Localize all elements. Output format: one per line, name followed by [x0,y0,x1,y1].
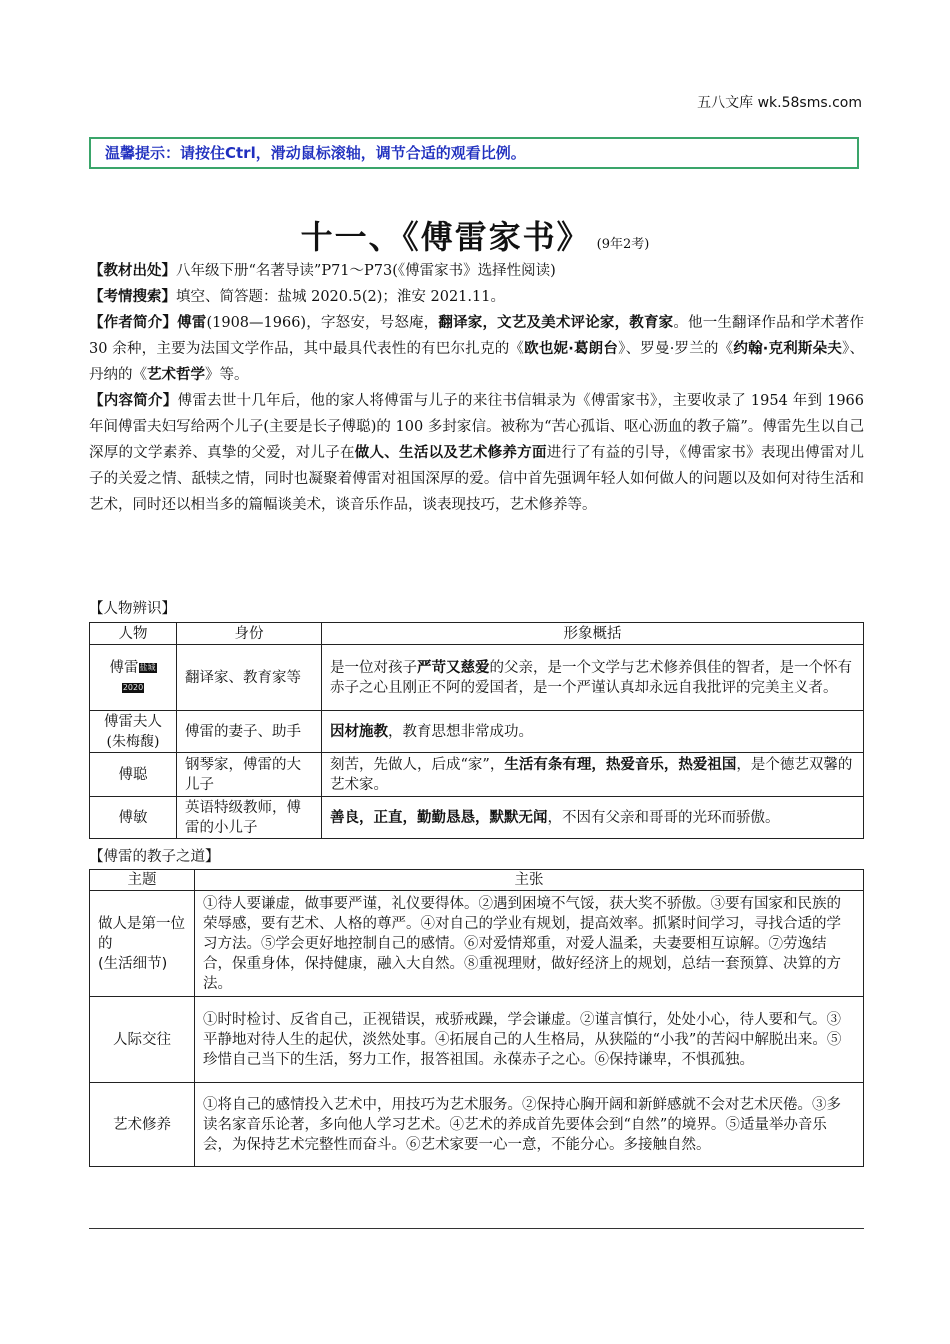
teaching-heading: 【傅雷的教子之道】 [89,849,220,865]
site-watermark: 五八文库 wk.58sms.com [697,95,862,111]
table-row [90,711,864,753]
character-name [90,645,177,711]
author-text: 》、丹纳的《 [89,341,865,383]
content-para [89,388,864,518]
topic-cell: 艺术修养 [90,1083,195,1167]
desc-highlight: 生活有条有理，热爱音乐，热爱祖国 [504,756,737,773]
table-row [90,797,864,839]
desc-highlight: 因材施教 [330,723,388,740]
desc-highlight: 善良，正直，勤勤恳恳，默默无闻 [330,809,548,826]
author-name: 傅雷 [177,315,207,331]
table-row [90,753,864,797]
character-name [90,711,177,753]
topic-sub: (生活细节) [98,955,168,972]
exam-text: 填空、简答题：盐城 2020.5(2)；淮安 2021.11。 [176,289,505,305]
table-header-row [90,623,864,645]
exam-line [89,284,864,310]
character-desc [322,753,864,797]
teaching-table [89,869,864,1167]
tip-box: 温馨提示：请按住Ctrl，滑动鼠标滚轴，调节合适的观看比例。 [89,137,859,169]
content-label: 【内容简介】 [89,393,178,409]
table-row [90,645,864,711]
col-header: 主题 [90,870,195,891]
name-text: 傅雷 [109,659,139,676]
character-name: 傅敏 [90,797,177,839]
exam-label: 【考情搜索】 [89,289,176,305]
stamp-mark: 2020 [122,682,144,692]
content-text: 进行了有益的引导，《傅雷家书》表现出傅雷对儿子的关爱之情、舐犊之情，同时也凝聚着傅雷对祖国深厚的爱。信中首先强调年轻人如何做人的问题以及如何对待生活和艺术，同时还以相当多的篇幅谈美术，谈音乐作品，谈表现技巧，艺术修养等。 [89,445,865,513]
table-row [90,1083,864,1167]
author-text: (1908—1966)，字怒安，号怒庵， [206,315,439,331]
desc-text: 是一位对孩子 [330,659,417,676]
name-text: 傅雷夫人 [104,713,162,730]
col-header: 形象概括 [322,623,864,645]
col-header: 主张 [195,870,864,891]
source-line [89,258,864,284]
character-identity: 翻译家、教育家等 [177,645,322,711]
work-title: 艺术哲学 [147,367,205,383]
topic-cell [90,891,195,997]
principle-cell: ①待人要谦虚，做事要严谨，礼仪要得体。②遇到困境不气馁，获大奖不骄傲。③要有国家和民族的荣辱感，要有艺术、人格的尊严。④对自己的学业有规划，提高效率。抓紧时间学习，寻找合适的学习方法。⑤学会更好地控制自己的感情。⑥对爱情郑重，对爱人温柔，夫妻要相互谅解。⑦劳逸结合，保重身体，保持健康，融入大自然。⑧重视理财，做好经济上的规划，总结一套预算、决算的方法。 [195,891,864,997]
author-label: 【作者简介】 [89,315,178,331]
character-name: 傅聪 [90,753,177,797]
desc-text: 刻苦，先做人，后成“家”， [330,756,505,773]
title-main: 十一、《傅雷家书》 [300,218,591,256]
col-header: 人物 [90,623,177,645]
topic-cell: 人际交往 [90,997,195,1083]
desc-text: ，教育思想非常成功。 [388,723,533,740]
desc-text: ，是个德艺双馨的艺术家。 [330,756,853,793]
characters-table [89,622,864,839]
work-title: 约翰·克利斯朵夫 [733,341,843,357]
character-desc [322,645,864,711]
bottom-divider [89,1228,864,1229]
author-roles: 翻译家，文艺及美术评论家，教育家 [438,315,674,331]
author-text: 》等。 [205,367,249,383]
character-identity: 钢琴家，傅雷的大儿子 [177,753,322,797]
character-desc [322,711,864,753]
work-title: 欧也妮·葛朗台 [524,341,619,357]
name-alias: (朱梅馥) [106,733,160,750]
source-label: 【教材出处】 [89,263,176,279]
author-text: 。他一生翻译作品和学术著作 30 余种，主要为法国文学作品，其中最具代表性的有巴尔扎克的《 [89,315,865,357]
character-desc [322,797,864,839]
col-header: 身份 [177,623,322,645]
desc-text: ，不因有父亲和哥哥的光环而骄傲。 [547,809,780,826]
character-identity: 英语特级教师，傅雷的小儿子 [177,797,322,839]
table-row [90,997,864,1083]
characters-heading: 【人物辨识】 [89,601,176,617]
table-header-row [90,870,864,891]
page-title [0,212,950,258]
title-sub: (9年2考) [596,237,650,252]
character-identity: 傅雷的妻子、助手 [177,711,322,753]
table-row [90,891,864,997]
source-text: 八年级下册“名著导读”P71～P73(《傅雷家书》选择性阅读) [176,263,556,279]
desc-text: 的父亲，是一个文学与艺术修养俱佳的智者，是一个怀有赤子之心且刚正不阿的爱国者，是一个严谨认真却永远自我批评的完美主义者。 [330,659,852,696]
content-highlight: 做人、生活以及艺术修养方面 [354,445,547,461]
content-text: 傅雷去世十几年后，他的家人将傅雷与儿子的来往书信辑录为《傅雷家书》，主要收录了 1954 年到 1966 年间傅雷夫妇写给两个儿子(主要是长子傅聪)的 100 多封家信。被称为“苦心孤诣、呕心沥血的教子篇”。傅雷先生以自己深厚的文学素养、真挚的父爱，对儿子在 [89,393,864,461]
stamp-mark: 盐城 [139,662,156,672]
author-text: 》、罗曼·罗兰的《 [618,341,734,357]
principle-cell: ①将自己的感情投入艺术中，用技巧为艺术服务。②保持心胸开阔和新鲜感就不会对艺术厌倦。③多读名家音乐论著，多向他人学习艺术。④艺术的养成首先要体会到“自然”的境界。⑤适量举办音乐会，为保持艺术完整性而奋斗。⑥艺术家要一心一意，不能分心。多接触自然。 [195,1083,864,1167]
topic-text: 做人是第一位的 [98,915,185,952]
intro-body [89,258,864,518]
principle-cell: ①时时检讨、反省自己，正视错误，戒骄戒躁，学会谦虚。②谨言慎行，处处小心，待人要和气。③平静地对待人生的起伏，淡然处事。④拓展自己的人生格局，从狭隘的“小我”的苦闷中解脱出来。⑤珍惜自己当下的生活，努力工作，报答祖国。永葆赤子之心。⑥保持谦卑，不惧孤独。 [195,997,864,1083]
desc-highlight: 严苛又慈爱 [417,659,490,676]
author-para [89,310,864,388]
